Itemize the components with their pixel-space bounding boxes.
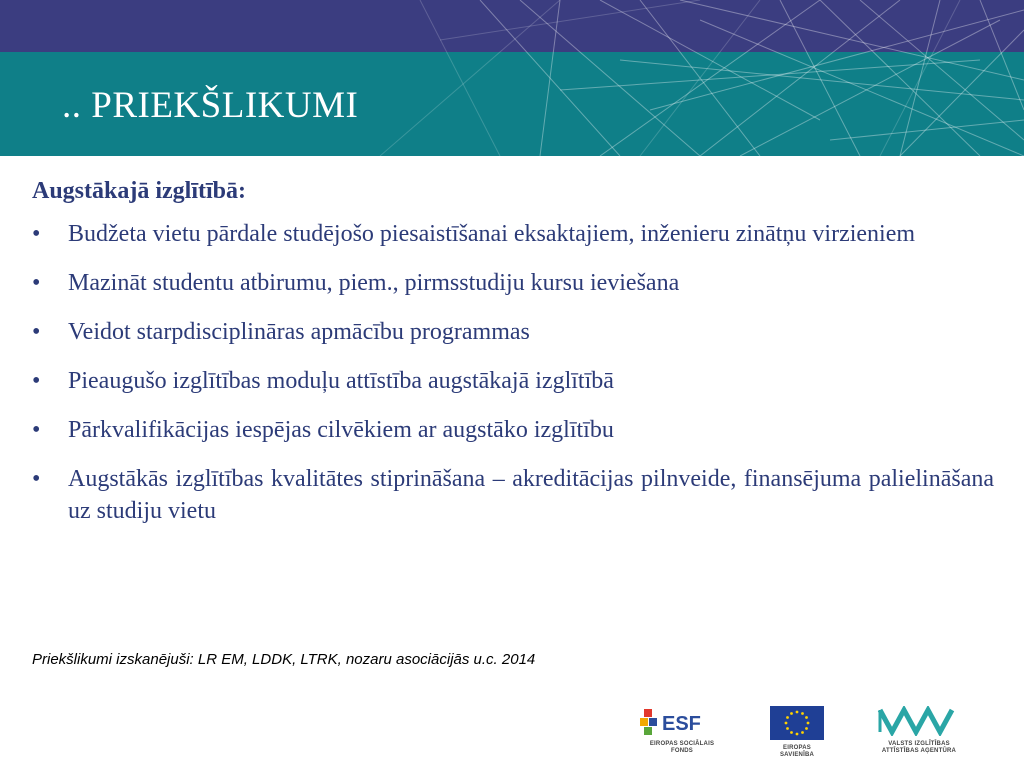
list-item xyxy=(32,316,994,348)
list-item-text: Pieaugušo izglītības moduļu attīstība augstākajā izglītībā xyxy=(68,368,614,394)
list-item xyxy=(32,463,994,527)
list-item xyxy=(32,218,994,250)
eu-flag-icon xyxy=(770,706,824,740)
eu-logo xyxy=(770,706,824,758)
viaa-mark-icon xyxy=(876,706,962,736)
slide-title: .. PRIEKŠLIKUMI xyxy=(62,85,359,126)
esf-logo xyxy=(638,706,726,754)
bullet-marker: • xyxy=(32,417,41,443)
esf-caption-line2: FONDS xyxy=(671,748,693,754)
list-item xyxy=(32,267,994,299)
esf-mark-icon xyxy=(638,706,726,736)
source-note: Priekšlikumi izskanējuši: LR EM, LDDK, LTRK, nozaru asociācijās u.c. 2014 xyxy=(32,651,536,668)
esf-mark-text: ESF xyxy=(662,713,701,735)
section-heading: Augstākajā izglītībā: xyxy=(32,178,247,204)
proposal-list xyxy=(32,218,994,527)
list-item-text: Augstākās izglītības kvalitātes stiprināšana – akreditācijas pilnveide, finansējuma palielināšana uz studiju vietu xyxy=(68,466,994,524)
esf-caption-line1: EIROPAS SOCIĀLAIS xyxy=(649,741,715,747)
list-item xyxy=(32,365,994,397)
viaa-logo xyxy=(876,706,962,754)
content-area xyxy=(32,176,994,544)
list-item-text: Budžeta vietu pārdale studējošo piesaistīšanai eksaktajiem, inženieru zinātņu virzieniem xyxy=(68,221,916,247)
bullet-marker: • xyxy=(32,270,41,296)
list-item-text: Pārkvalifikācijas iespējas cilvēkiem ar augstāko izglītību xyxy=(68,417,614,443)
viaa-caption-line1: VALSTS IZGLĪTĪBAS xyxy=(888,741,950,747)
eu-caption: EIROPAS SAVIENĪBA xyxy=(779,745,815,758)
list-item xyxy=(32,414,994,446)
header-top-band xyxy=(0,0,1024,52)
bullet-marker: • xyxy=(32,221,41,247)
bullet-marker: • xyxy=(32,368,41,394)
list-item-text: Veidot starpdisciplināras apmācību programmas xyxy=(68,319,530,345)
list-item-text: Mazināt studentu atbirumu, piem., pirmsstudiju kursu ieviešana xyxy=(68,270,680,296)
bullet-marker: • xyxy=(32,319,41,345)
viaa-caption-line2: ATTĪSTĪBAS AĢENTŪRA xyxy=(881,748,957,754)
bullet-marker: • xyxy=(32,466,41,492)
